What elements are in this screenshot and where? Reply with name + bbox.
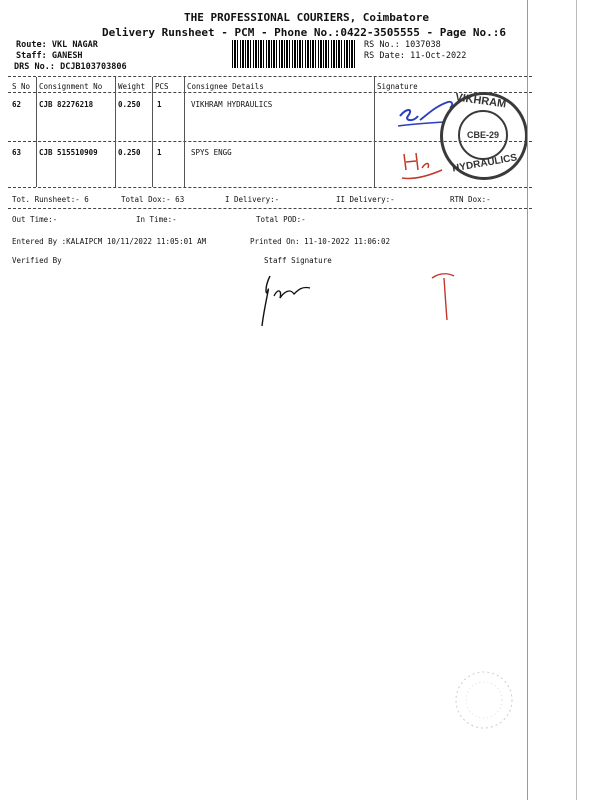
rs-date-value: 11-Oct-2022	[410, 51, 467, 61]
in-time: In Time:-	[136, 215, 177, 224]
staff-signature-scribble	[256, 268, 320, 332]
stamp-center	[458, 110, 508, 160]
cell-consignment: CJB 515510909	[39, 148, 98, 157]
stamp-top-text: VIKHRAM	[454, 91, 507, 111]
cell-sno: 62	[12, 100, 22, 109]
col-header-consignee: Consignee Details	[187, 82, 264, 91]
entered-by: Entered By :KALAIPCM 10/11/2022 11:05:01 AM	[12, 237, 207, 246]
col-header-signature: Signature	[377, 82, 418, 91]
col-separator	[152, 77, 153, 187]
runsheet-subtitle: Delivery Runsheet - PCM - Phone No.:0422-3505555 - Page No.:6	[102, 26, 506, 39]
total-runsheet: Tot. Runsheet:- 6	[12, 195, 89, 204]
rtn-dox: RTN Dox:-	[450, 195, 491, 204]
barcode-image	[232, 40, 356, 68]
cell-weight: 0.250	[118, 100, 141, 109]
rs-no-row	[364, 40, 441, 50]
receiver-signature-red	[398, 148, 446, 184]
route-label: Route:	[16, 40, 47, 50]
rs-no-label: RS No.:	[364, 40, 400, 50]
totals-rule	[8, 208, 532, 209]
scan-edge-line	[527, 0, 528, 800]
stamp-bottom-text: HYDRAULICS	[451, 152, 519, 175]
cell-consignee: SPYS ENGG	[191, 148, 232, 157]
cell-pcs: 1	[157, 148, 162, 157]
company-title: THE PROFESSIONAL COURIERS, Coimbatore	[184, 11, 430, 24]
staff-label: Staff:	[16, 51, 47, 61]
col-separator	[374, 77, 375, 187]
drs-label: DRS No.:	[14, 62, 55, 72]
stamp-center-text: CBE-29	[466, 130, 499, 140]
cell-consignee: VIKHRAM HYDRAULICS	[191, 100, 273, 109]
rs-date-label: RS Date:	[364, 51, 405, 61]
red-pen-mark	[428, 268, 458, 328]
total-dox: Total Dox:- 63	[121, 195, 185, 204]
scan-edge-line	[576, 0, 577, 800]
rs-date-row	[364, 51, 466, 61]
col-separator	[115, 77, 116, 187]
col-header-pcs: PCS	[155, 82, 169, 91]
total-pod: Total POD:-	[256, 215, 306, 224]
table-top-rule	[8, 76, 532, 77]
col-header-sno: S No	[12, 82, 31, 91]
out-time: Out Time:-	[12, 215, 58, 224]
route-row	[16, 40, 98, 50]
cell-weight: 0.250	[118, 148, 141, 157]
printed-on: Printed On: 11-10-2022 11:06:02	[250, 237, 390, 246]
col-header-consignment: Consignment No	[39, 82, 103, 91]
col-separator	[36, 77, 37, 187]
cell-pcs: 1	[157, 100, 162, 109]
rs-no-value: 1037038	[404, 40, 441, 50]
table-bottom-rule	[8, 187, 532, 188]
col-header-weight: Weight	[118, 82, 146, 91]
faint-seal-mark	[448, 664, 520, 736]
staff-signature-label: Staff Signature	[264, 256, 332, 265]
col-separator	[184, 77, 185, 187]
staff-row	[16, 51, 83, 61]
drs-row	[14, 62, 127, 72]
ii-delivery: II Delivery:-	[336, 195, 395, 204]
i-delivery: I Delivery:-	[225, 195, 280, 204]
verified-by: Verified By	[12, 256, 62, 265]
cell-consignment: CJB 82276218	[39, 100, 94, 109]
staff-value: GANESH	[51, 51, 83, 61]
drs-value: DCJB103703806	[60, 62, 127, 72]
cell-sno: 63	[12, 148, 22, 157]
route-value: VKL NAGAR	[51, 40, 98, 50]
table-header-rule	[8, 92, 532, 93]
